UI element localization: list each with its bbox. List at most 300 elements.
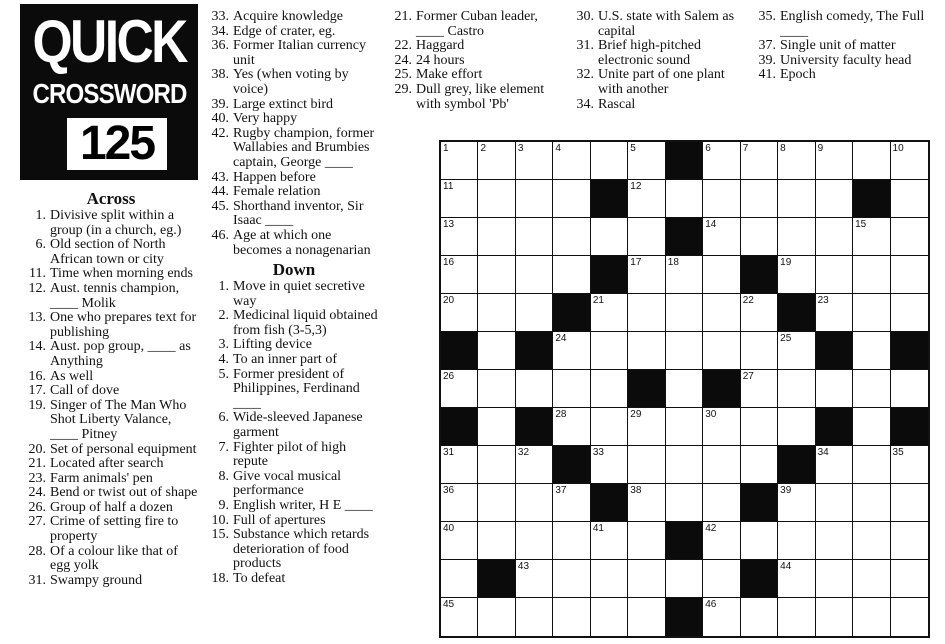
black-square — [441, 408, 478, 446]
across-clue — [22, 340, 200, 369]
clue-number: 39. — [211, 96, 229, 112]
across-clue — [205, 112, 383, 127]
grid-cell[interactable] — [853, 598, 890, 636]
grid-cell[interactable] — [666, 408, 703, 446]
across-clue — [22, 574, 200, 589]
black-square — [741, 484, 778, 522]
grid-cell[interactable] — [703, 522, 740, 560]
grid-cell[interactable] — [703, 142, 740, 180]
grid-cell[interactable] — [741, 370, 778, 408]
clue-number: 18. — [211, 570, 229, 586]
clue-text: Acquire knowledge — [233, 9, 344, 24]
clue-text: English writer, H E ____ — [233, 498, 373, 513]
clue-text: Single unit of matter — [780, 38, 896, 54]
black-square — [891, 408, 928, 446]
down-clue — [388, 68, 564, 83]
grid-cell[interactable] — [853, 256, 890, 294]
grid-cell[interactable] — [591, 598, 628, 636]
clue-number: 32. — [576, 67, 594, 83]
cell-number: 25 — [780, 333, 792, 344]
grid-cell[interactable] — [516, 370, 553, 408]
grid-cell[interactable] — [891, 522, 928, 560]
grid-cell[interactable] — [553, 180, 590, 218]
grid-cell[interactable] — [591, 560, 628, 598]
cell-number: 10 — [892, 143, 904, 154]
grid-cell[interactable] — [628, 294, 665, 332]
grid-cell[interactable] — [516, 560, 553, 598]
grid-cell[interactable] — [478, 256, 515, 294]
clue-text: U.S. state with Salem as capital — [598, 9, 735, 39]
grid-cell[interactable] — [816, 484, 853, 522]
grid-cell[interactable] — [891, 598, 928, 636]
grid-cell[interactable] — [441, 446, 478, 484]
grid-cell[interactable] — [666, 256, 703, 294]
clue-number: 26. — [28, 499, 46, 515]
grid-cell[interactable] — [741, 294, 778, 332]
grid-cell[interactable] — [703, 598, 740, 636]
black-square — [478, 560, 515, 598]
logo-title: QUICK — [32, 8, 186, 75]
cell-number: 15 — [855, 219, 867, 230]
cell-number: 35 — [892, 447, 904, 458]
cell-number: 9 — [817, 143, 824, 154]
grid-cell[interactable] — [516, 598, 553, 636]
across-clue — [22, 545, 200, 574]
clue-number: 40. — [211, 111, 229, 127]
grid-cell[interactable] — [441, 142, 478, 180]
clue-text: Old section of North African town or city — [50, 237, 166, 267]
down-clue — [752, 39, 930, 54]
clue-number: 45. — [211, 198, 229, 214]
grid-cell[interactable] — [591, 294, 628, 332]
clue-text: Aust. pop group, ____ as Anything — [50, 339, 191, 369]
grid-cell[interactable] — [891, 256, 928, 294]
grid-cell[interactable] — [553, 256, 590, 294]
black-square — [666, 218, 703, 256]
across-clue — [22, 370, 200, 385]
clue-number: 35. — [758, 9, 776, 24]
clue-text: Full of apertures — [233, 512, 326, 528]
grid-cell[interactable] — [778, 522, 815, 560]
clue-text: Happen before — [233, 169, 316, 185]
black-square — [591, 256, 628, 294]
crossword-logo — [20, 4, 198, 180]
clue-column-3 — [388, 10, 564, 112]
cell-number: 32 — [517, 447, 530, 458]
grid-cell[interactable] — [441, 218, 478, 256]
grid-cell[interactable] — [778, 256, 815, 294]
grid-cell[interactable] — [516, 256, 553, 294]
grid-cell[interactable] — [816, 256, 853, 294]
cell-number: 27 — [742, 371, 754, 382]
grid-cell[interactable] — [891, 218, 928, 256]
down-clue — [205, 368, 383, 412]
grid-cell[interactable] — [553, 560, 590, 598]
cell-number: 34 — [817, 447, 829, 458]
grid-cell[interactable] — [816, 218, 853, 256]
grid-cell[interactable] — [853, 408, 890, 446]
grid-cell[interactable] — [591, 446, 628, 484]
grid-cell[interactable] — [516, 218, 553, 256]
grid-cell[interactable] — [741, 598, 778, 636]
clue-number: 29. — [394, 81, 412, 97]
across-clue — [205, 171, 383, 186]
clue-text: Fighter pilot of high repute — [233, 439, 347, 470]
grid-cell[interactable] — [778, 180, 815, 218]
cell-number: 13 — [443, 219, 455, 230]
clue-number: 21. — [394, 9, 412, 24]
black-square — [853, 180, 890, 218]
clue-number: 8. — [218, 468, 229, 484]
clue-text: Farm animals' pen — [50, 470, 153, 486]
grid-cell[interactable] — [441, 256, 478, 294]
grid-cell[interactable] — [703, 446, 740, 484]
grid-cell[interactable] — [741, 332, 778, 370]
grid-cell[interactable] — [591, 370, 628, 408]
grid-cell[interactable] — [703, 560, 740, 598]
clue-number: 24. — [28, 485, 46, 501]
cell-number: 4 — [555, 143, 561, 154]
clue-text: Age at which one becomes a nonagenarian — [233, 227, 371, 258]
grid-cell[interactable] — [441, 560, 478, 598]
grid-cell[interactable] — [741, 522, 778, 560]
cell-number: 29 — [630, 409, 642, 420]
clue-text: Female relation — [233, 184, 321, 200]
grid-cell[interactable] — [666, 332, 703, 370]
grid-cell[interactable] — [666, 370, 703, 408]
grid-cell[interactable] — [516, 484, 553, 522]
grid-cell[interactable] — [478, 218, 515, 256]
grid-cell[interactable] — [666, 484, 703, 522]
grid-cell[interactable] — [478, 408, 515, 446]
clue-column-5 — [752, 10, 930, 83]
clue-number: 9. — [218, 498, 229, 513]
across-clue — [205, 68, 383, 97]
grid-cell[interactable] — [628, 218, 665, 256]
down-clue — [388, 54, 564, 69]
clue-text: Call of dove — [50, 383, 120, 399]
black-square — [553, 446, 590, 484]
clue-number: 43. — [211, 169, 229, 185]
grid-cell[interactable] — [441, 522, 478, 560]
clue-number: 15. — [211, 527, 229, 543]
grid-cell[interactable] — [666, 446, 703, 484]
clue-text: Lifting device — [233, 337, 312, 353]
grid-cell[interactable] — [891, 294, 928, 332]
black-square — [666, 522, 703, 560]
grid-cell[interactable] — [891, 560, 928, 598]
grid-cell[interactable] — [816, 142, 853, 180]
grid-cell[interactable] — [478, 142, 515, 180]
grid-cell[interactable] — [628, 142, 665, 180]
clue-number: 33. — [211, 9, 229, 24]
clue-number: 21. — [28, 456, 46, 472]
clue-number: 2. — [218, 308, 229, 324]
grid-cell[interactable] — [591, 218, 628, 256]
grid-cell[interactable] — [591, 408, 628, 446]
down-clue — [570, 39, 746, 68]
grid-cell[interactable] — [666, 560, 703, 598]
grid-cell[interactable] — [553, 408, 590, 446]
grid-cell[interactable] — [478, 294, 515, 332]
cell-number: 8 — [780, 143, 786, 154]
cell-number: 5 — [630, 143, 636, 154]
grid-cell[interactable] — [666, 180, 703, 218]
grid-cell[interactable] — [778, 142, 815, 180]
clue-number: 1. — [35, 208, 46, 223]
grid-cell[interactable] — [816, 370, 853, 408]
clue-number: 6. — [35, 237, 46, 253]
clue-text: Shorthand inventor, Sir Isaac ____ — [233, 198, 364, 229]
grid-cell[interactable] — [628, 256, 665, 294]
grid-cell[interactable] — [891, 370, 928, 408]
grid-cell[interactable] — [853, 218, 890, 256]
grid-cell[interactable] — [553, 332, 590, 370]
grid-cell[interactable] — [441, 180, 478, 218]
clue-number: 38. — [211, 67, 229, 83]
across-clue — [205, 25, 383, 40]
grid-cell[interactable] — [778, 370, 815, 408]
across-clue — [205, 200, 383, 229]
clue-text: Make effort — [416, 67, 483, 83]
grid-cell[interactable] — [553, 142, 590, 180]
cell-number: 6 — [705, 143, 711, 154]
clue-text: As well — [50, 368, 94, 384]
grid-cell[interactable] — [628, 560, 665, 598]
grid-cell[interactable] — [891, 484, 928, 522]
clue-text: Move in quiet secretive way — [233, 279, 365, 309]
grid-cell[interactable] — [853, 370, 890, 408]
grid-cell[interactable] — [553, 370, 590, 408]
cell-number: 43 — [517, 561, 530, 572]
clue-number: 20. — [28, 441, 46, 457]
grid-cell[interactable] — [478, 180, 515, 218]
clue-number: 16. — [28, 368, 46, 384]
across-clue — [22, 515, 200, 544]
grid-cell[interactable] — [516, 180, 553, 218]
across-clue — [205, 127, 383, 171]
clue-text: Large extinct bird — [233, 96, 334, 112]
clue-number: 1. — [218, 279, 229, 295]
cell-number: 11 — [443, 181, 454, 192]
clue-text: Brief high-pitched electronic sound — [598, 38, 702, 68]
grid-cell[interactable] — [516, 446, 553, 484]
grid-cell[interactable] — [478, 484, 515, 522]
cell-number: 31 — [443, 447, 455, 458]
down-clue — [570, 98, 746, 113]
grid-cell[interactable] — [516, 522, 553, 560]
grid-cell[interactable] — [853, 294, 890, 332]
clue-number: 44. — [211, 184, 229, 200]
grid-cell[interactable] — [703, 332, 740, 370]
grid-cell[interactable] — [778, 408, 815, 446]
across-clue — [205, 98, 383, 113]
black-square — [816, 408, 853, 446]
grid-cell[interactable] — [816, 522, 853, 560]
grid-cell[interactable] — [778, 598, 815, 636]
black-square — [516, 408, 553, 446]
cell-number: 41 — [592, 523, 604, 534]
grid-cell[interactable] — [741, 446, 778, 484]
grid-cell[interactable] — [478, 446, 515, 484]
grid-cell[interactable] — [816, 598, 853, 636]
grid-cell[interactable] — [628, 484, 665, 522]
clue-number: 3. — [218, 337, 229, 353]
grid-cell[interactable] — [778, 332, 815, 370]
grid-cell[interactable] — [628, 522, 665, 560]
across-clue — [22, 209, 200, 238]
grid-cell[interactable] — [628, 332, 665, 370]
cell-number: 44 — [780, 561, 792, 572]
grid-cell[interactable] — [853, 484, 890, 522]
grid-cell[interactable] — [741, 218, 778, 256]
grid-cell[interactable] — [816, 180, 853, 218]
grid-cell[interactable] — [553, 522, 590, 560]
cell-number: 24 — [555, 333, 567, 344]
across-clue — [22, 457, 200, 472]
grid-cell[interactable] — [516, 294, 553, 332]
black-square — [553, 294, 590, 332]
across-clue — [22, 472, 200, 487]
grid-cell[interactable] — [628, 408, 665, 446]
clue-text: Unite part of one plant with another — [598, 67, 725, 97]
grid-cell[interactable] — [591, 522, 628, 560]
down-clue — [205, 338, 383, 353]
down-clue — [205, 470, 383, 499]
grid-cell[interactable] — [891, 446, 928, 484]
cell-number: 14 — [705, 219, 717, 230]
clue-text: Of a colour like that of egg yolk — [50, 543, 178, 574]
cell-number: 1 — [443, 143, 449, 154]
clue-text: Time when morning ends — [50, 266, 193, 282]
clue-text: Rugby champion, former Wallabies and Brumbies captain, George ____ — [233, 125, 375, 170]
clue-text: Substance which retards deterioration of food products — [233, 527, 370, 572]
grid-cell[interactable] — [816, 560, 853, 598]
grid-cell[interactable] — [741, 408, 778, 446]
clue-text: To defeat — [233, 570, 286, 586]
grid-cell[interactable] — [628, 180, 665, 218]
across-clue — [22, 486, 200, 501]
grid-cell[interactable] — [441, 598, 478, 636]
grid-cell[interactable] — [703, 218, 740, 256]
clue-number: 7. — [218, 439, 229, 455]
down-clue — [570, 10, 746, 39]
grid-cell[interactable] — [666, 294, 703, 332]
grid-cell[interactable] — [591, 142, 628, 180]
clue-text: Edge of crater, eg. — [233, 23, 336, 39]
grid-cell[interactable] — [741, 142, 778, 180]
cell-number: 20 — [443, 295, 455, 306]
clue-text: Swampy ground — [50, 572, 143, 588]
grid-cell[interactable] — [478, 598, 515, 636]
grid-cell[interactable] — [703, 408, 740, 446]
grid-cell[interactable] — [628, 598, 665, 636]
black-square — [516, 332, 553, 370]
cell-number: 23 — [817, 295, 829, 306]
clue-text: Yes (when voting by voice) — [233, 67, 349, 97]
grid-cell[interactable] — [441, 294, 478, 332]
black-square — [666, 598, 703, 636]
clue-number: 27. — [28, 514, 46, 530]
grid-cell[interactable] — [816, 294, 853, 332]
cell-number: 21 — [592, 295, 604, 306]
grid-cell[interactable] — [853, 446, 890, 484]
clue-text: Bend or twist out of shape — [50, 485, 198, 501]
grid-cell[interactable] — [891, 180, 928, 218]
grid-cell[interactable] — [516, 142, 553, 180]
grid-cell[interactable] — [478, 522, 515, 560]
grid-cell[interactable] — [778, 560, 815, 598]
cell-number: 36 — [443, 485, 455, 496]
grid-cell[interactable] — [591, 332, 628, 370]
crossword-grid — [439, 140, 930, 638]
down-clue — [205, 499, 383, 514]
grid-cell[interactable] — [703, 180, 740, 218]
clue-text: Aust. tennis champion, ____ Molik — [50, 280, 180, 311]
clue-text: Group of half a dozen — [50, 499, 173, 515]
grid-cell[interactable] — [441, 484, 478, 522]
grid-cell[interactable] — [553, 484, 590, 522]
clue-column-2 — [205, 10, 383, 587]
down-clue — [205, 353, 383, 368]
across-clue — [205, 10, 383, 25]
grid-cell[interactable] — [628, 446, 665, 484]
clue-text: Epoch — [780, 67, 816, 83]
clue-number: 30. — [576, 9, 594, 24]
grid-cell[interactable] — [441, 370, 478, 408]
black-square — [591, 180, 628, 218]
grid-cell[interactable] — [853, 332, 890, 370]
black-square — [778, 294, 815, 332]
down-heading: Down — [272, 260, 316, 280]
cell-number: 38 — [630, 485, 642, 496]
grid-cell[interactable] — [816, 446, 853, 484]
grid-cell[interactable] — [553, 218, 590, 256]
grid-cell[interactable] — [853, 560, 890, 598]
grid-cell[interactable] — [853, 142, 890, 180]
black-square — [816, 332, 853, 370]
black-square — [628, 370, 665, 408]
clue-text: English comedy, The Full ____ — [780, 9, 925, 39]
grid-cell[interactable] — [891, 142, 928, 180]
grid-cell[interactable] — [703, 294, 740, 332]
clue-number: 25. — [394, 67, 412, 83]
clue-text: Dull grey, like element with symbol 'Pb' — [416, 81, 545, 112]
cell-number: 30 — [705, 409, 717, 420]
down-clue — [388, 39, 564, 54]
clue-number: 12. — [28, 280, 46, 296]
clue-text: Rascal — [598, 96, 636, 112]
grid-cell[interactable] — [853, 522, 890, 560]
down-clue — [388, 10, 564, 39]
down-clue — [205, 572, 383, 587]
grid-cell[interactable] — [741, 180, 778, 218]
grid-cell[interactable] — [778, 484, 815, 522]
grid-cell[interactable] — [778, 218, 815, 256]
cell-number: 19 — [780, 257, 792, 268]
grid-cell[interactable] — [703, 484, 740, 522]
grid-cell[interactable] — [478, 370, 515, 408]
across-clue — [22, 311, 200, 340]
cell-number: 37 — [555, 485, 567, 496]
down-clue — [752, 54, 930, 69]
grid-cell[interactable] — [553, 598, 590, 636]
clue-text: Former president of Philippines, Ferdinand ____ — [233, 366, 360, 411]
grid-cell[interactable] — [478, 332, 515, 370]
grid-cell[interactable] — [703, 256, 740, 294]
clue-number: 42. — [211, 125, 229, 141]
clue-number: 28. — [28, 543, 46, 559]
